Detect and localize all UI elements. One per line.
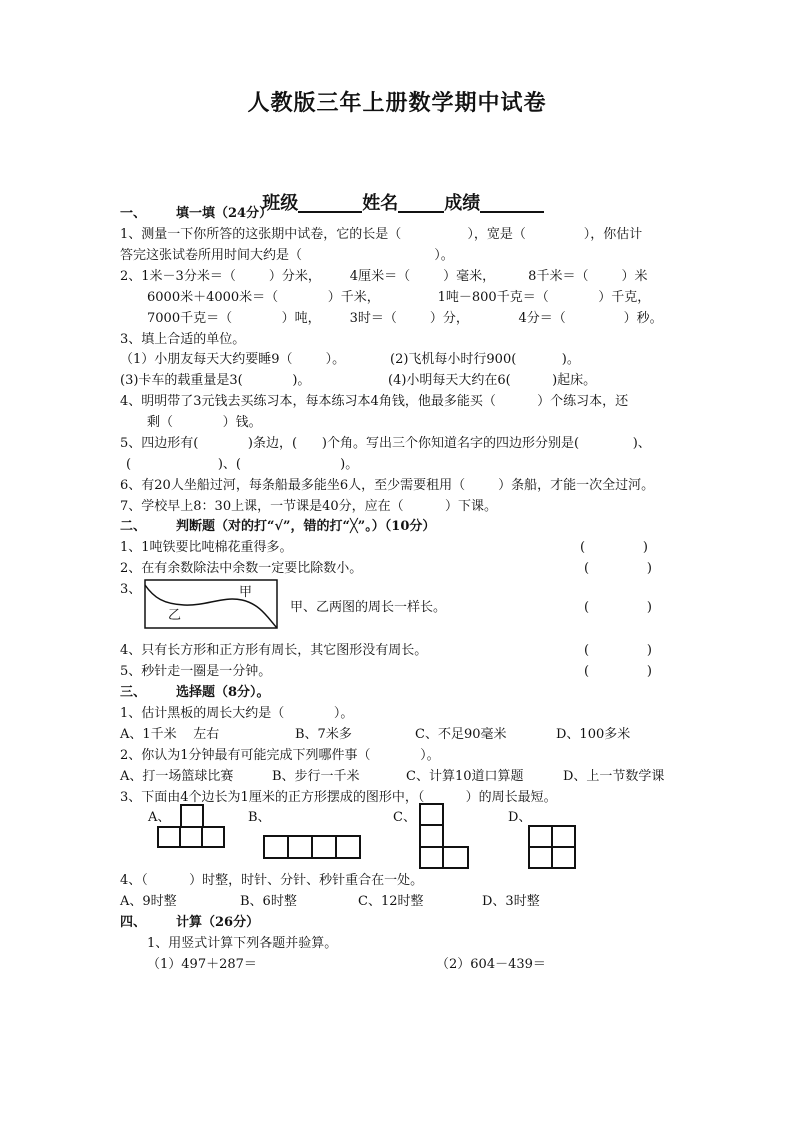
outer-rectangle xyxy=(145,580,277,628)
shape-label-yi: 乙 xyxy=(168,608,182,623)
fill-q3-item-4: (4)小明每天大约在6( )起床。 xyxy=(388,373,597,388)
section-1-number: 一、 xyxy=(120,206,147,221)
fill-q5-line-1: 5、四边形有( )条边，( )个角。写出三个你知道名字的四边形分别是( )、 xyxy=(120,436,651,451)
grid-square xyxy=(551,825,576,848)
grid-square xyxy=(442,846,469,869)
grid-square xyxy=(311,835,337,859)
name-blank[interactable] xyxy=(398,193,444,213)
fill-q2-line-2: 6000米＋4000米＝（ ）千米， 1吨－800千克＝（ ）千克， xyxy=(147,290,651,305)
fill-q6: 6、有20人坐船过河，每条船最多能坐6人，至少需要租用（ ）条船，才能一次全过河。 xyxy=(120,478,655,493)
calc-intro: 1、用竖式计算下列各题并验算。 xyxy=(147,936,338,951)
grid-square xyxy=(419,803,444,826)
grid-square xyxy=(551,846,576,869)
grid-square xyxy=(528,825,553,848)
choice-q3: 3、下面由4个边长为1厘米的正方形摆成的图形中，（ ）的周长最短。 xyxy=(120,790,557,805)
section-4-number: 四、 xyxy=(120,915,147,930)
section-3-title: 选择题（8分）。 xyxy=(176,685,270,700)
fill-q3-item-3: (3)卡车的载重量是3( )。 xyxy=(120,373,311,388)
grid-square xyxy=(263,835,289,859)
grid-square xyxy=(179,826,203,848)
class-label: 班级 xyxy=(262,193,299,214)
calc-problem-2: （2）604－439＝ xyxy=(436,957,546,972)
fill-q4-line-1: 4、明明带了3元钱去买练习本，每本练习本4角钱，他最多能买（ ）个练习本，还 xyxy=(120,394,629,409)
name-label: 姓名 xyxy=(362,193,399,214)
score-blank[interactable] xyxy=(480,193,544,213)
choice-q2-option-b[interactable]: B、步行一千米 xyxy=(272,769,360,784)
choice-q2-option-c[interactable]: C、计算10道口算题 xyxy=(406,769,524,784)
choice-q3-label-b: B、 xyxy=(248,810,271,825)
judge-q5-answer[interactable]: ( ) xyxy=(584,664,652,679)
judge-q4: 4、只有长方形和正方形有周长，其它图形没有周长。 xyxy=(120,643,428,658)
judge-q2: 2、在有余数除法中余数一定要比除数小。 xyxy=(120,561,363,576)
section-2-title: 判断题（对的打“√”，错的打“╳”。）（10分） xyxy=(176,519,436,534)
choice-q4-option-b[interactable]: B、6时整 xyxy=(240,894,297,909)
fill-q2-line-1: 2、1米－3分米＝（ ）分米， 4厘米＝（ ）毫米， 8千米＝（ ）米 xyxy=(120,269,648,284)
section-1-title: 填一填（24分） xyxy=(176,206,273,221)
class-blank[interactable] xyxy=(298,193,362,213)
page-title: 人教版三年上册数学期中试卷 xyxy=(247,90,547,116)
fill-q3-item-1: （1）小朋友每天大约要睡9（ ）。 xyxy=(120,352,346,367)
choice-q1: 1、估计黑板的周长大约是（ ）。 xyxy=(120,706,354,721)
choice-q3-label-a: A、 xyxy=(148,810,171,825)
choice-q1-option-a[interactable]: A、1千米 左右 xyxy=(120,727,220,742)
fill-q2-line-3: 7000千克＝（ ）吨， 3时＝（ ）分， 4分＝（ ）秒。 xyxy=(147,311,663,326)
fill-q7: 7、学校早上8：30上课，一节课是40分，应在（ ）下课。 xyxy=(120,499,497,514)
choice-q3-figure-c xyxy=(419,803,469,869)
choice-q4-option-c[interactable]: C、12时整 xyxy=(358,894,424,909)
section-2-number: 二、 xyxy=(120,519,147,534)
fill-q3-title: 3、填上合适的单位。 xyxy=(120,332,246,347)
grid-square xyxy=(180,804,204,828)
choice-q4-option-d[interactable]: D、3时整 xyxy=(482,894,540,909)
judge-q1: 1、1吨铁要比吨棉花重得多。 xyxy=(120,540,293,555)
choice-q3-label-c: C、 xyxy=(393,810,416,825)
grid-square xyxy=(287,835,313,859)
choice-q1-option-d[interactable]: D、100多米 xyxy=(556,727,631,742)
score-label: 成绩 xyxy=(444,193,481,214)
choice-q2-option-a[interactable]: A、打一场篮球比赛 xyxy=(120,769,234,784)
calc-problem-1: （1）497＋287＝ xyxy=(147,957,257,972)
grid-square xyxy=(419,824,444,848)
choice-q3-figure-b xyxy=(263,835,361,859)
perimeter-shapes-figure xyxy=(142,578,280,632)
fill-q3-item-2: (2)飞机每小时行900( )。 xyxy=(390,352,580,367)
judge-q5: 5、秒针走一圈是一分钟。 xyxy=(120,664,272,679)
grid-square xyxy=(201,826,225,848)
choice-q3-label-d: D、 xyxy=(508,810,532,825)
judge-q2-answer[interactable]: ( ) xyxy=(584,561,652,576)
judge-q3-answer[interactable]: ( ) xyxy=(584,600,652,615)
judge-q4-answer[interactable]: ( ) xyxy=(584,643,652,658)
choice-q1-option-b[interactable]: B、7米多 xyxy=(295,727,352,742)
choice-q4-option-a[interactable]: A、9时整 xyxy=(120,894,177,909)
section-4-title: 计算（26分） xyxy=(176,915,260,930)
fill-q1-line-2: 答完这张试卷所用时间大约是（ ）。 xyxy=(120,248,454,263)
judge-q3-text: 甲、乙两图的周长一样长。 xyxy=(290,600,447,615)
grid-square xyxy=(528,846,553,869)
fill-q4-line-2: 剩（ ）钱。 xyxy=(147,415,262,430)
judge-q3-number: 3、 xyxy=(120,582,142,597)
choice-q3-figure-d xyxy=(528,825,576,869)
choice-q1-option-c[interactable]: C、不足90毫米 xyxy=(415,727,507,742)
grid-square xyxy=(335,835,361,859)
choice-q2-option-d[interactable]: D、上一节数学课 xyxy=(563,769,665,784)
choice-q4: 4、（ ）时整，时针、分针、秒针重合在一处。 xyxy=(120,873,424,888)
grid-square xyxy=(157,826,181,848)
grid-square xyxy=(419,846,444,869)
fill-q5-line-2: ( )、( )。 xyxy=(126,457,359,472)
dividing-curve xyxy=(145,585,277,628)
judge-q1-answer[interactable]: ( ) xyxy=(580,540,648,555)
fill-q1-line-1: 1、测量一下你所答的这张期中试卷，它的长是（ ），宽是（ ），你估计 xyxy=(120,227,643,242)
choice-q2: 2、你认为1分钟最有可能完成下列哪件事（ ）。 xyxy=(120,748,440,763)
section-3-number: 三、 xyxy=(120,685,147,700)
choice-q3-figure-a xyxy=(157,804,225,848)
shape-label-jia: 甲 xyxy=(239,585,253,600)
